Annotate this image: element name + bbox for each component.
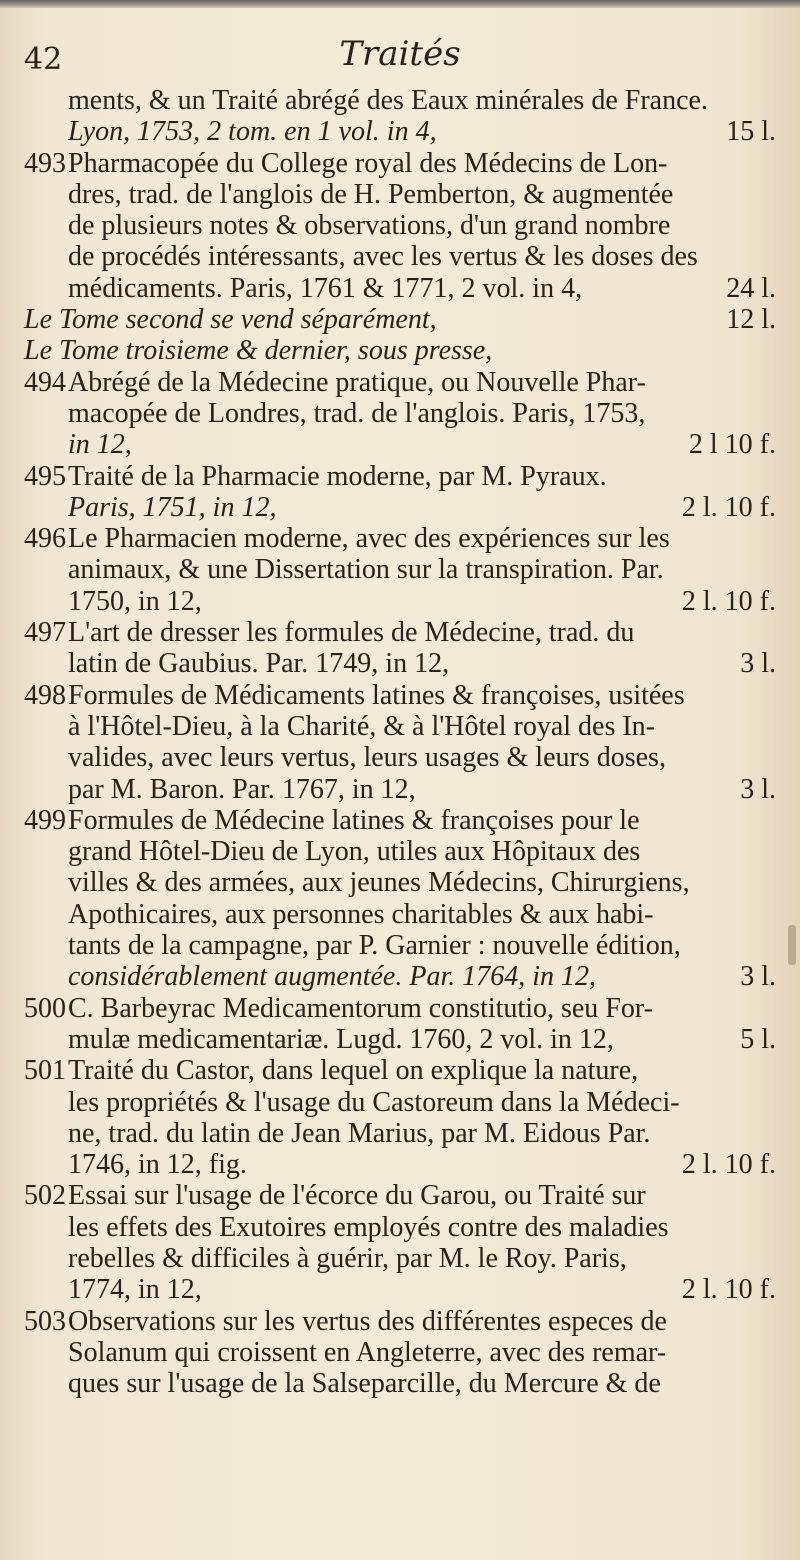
entry-line [24, 774, 776, 805]
entry-line [24, 398, 776, 429]
entry-text: Traité de la Pharmacie moderne, par M. Pyraux. [68, 460, 607, 492]
entry-text: de procédés intéressants, avec les vertus & les doses des [68, 241, 698, 273]
entry-price: 2 l. 10 f. [681, 585, 776, 617]
entry-first-line [24, 680, 776, 711]
entry-number: 498 [24, 679, 66, 711]
entry-text: tants de la campagne, par P. Garnier : nouvelle édition, [68, 930, 681, 962]
entry-price: 2 l. 10 f. [681, 1149, 776, 1181]
entry-text: Le Tome second se vend séparément, [24, 304, 437, 336]
entry-line [24, 867, 776, 898]
entry-line [24, 1087, 776, 1118]
entry-price: 3 l. [740, 648, 776, 680]
entry-first-line [24, 1306, 776, 1337]
entry-price: 12 l. [726, 304, 776, 336]
entry-first-line [24, 148, 776, 179]
entry-number: 495 [24, 460, 66, 492]
entry-text: Formules de Médecine latines & françoises pour le [68, 804, 640, 836]
entry-number: 503 [24, 1305, 66, 1337]
entry-text: Traité du Castor, dans lequel on explique la nature, [68, 1055, 639, 1087]
entry-text: latin de Gaubius. Par. 1749, in 12, [68, 648, 450, 680]
entry-text: ments, & un Traité abrégé des Eaux minérales de France. [68, 85, 708, 116]
entry-line [24, 836, 776, 867]
entry-text: rebelles & difficiles à guérir, par M. le Roy. Paris, [68, 1242, 627, 1274]
entry-line [24, 648, 776, 679]
entry-text: mulæ medicamentariæ. Lugd. 1760, 2 vol. in 12, [68, 1023, 614, 1055]
entry-line [24, 492, 776, 523]
entry-price: 2 l. 10 f. [681, 491, 776, 523]
entry-text: dres, trad. de l'anglois de H. Pemberton, & augmentée [68, 178, 674, 210]
entry-number: 500 [24, 992, 66, 1024]
entry-text: Abrégé de la Médecine pratique, ou Nouvelle Phar- [68, 366, 646, 398]
entry-text: médicaments. Paris, 1761 & 1771, 2 vol. in 4, [68, 272, 583, 304]
entry-first-line [24, 1180, 776, 1211]
entry-first-line [24, 993, 776, 1024]
entry-text: Solanum qui croissent en Angleterre, avec des remar- [68, 1336, 667, 1368]
entry-text: à l'Hôtel-Dieu, à la Charité, & à l'Hôtel royal des In- [68, 710, 656, 742]
entry-line [24, 961, 776, 992]
entry-text: les effets des Exutoires employés contre des maladies [68, 1211, 669, 1243]
entry-text: Essai sur l'usage de l'écorce du Garou, ou Traité sur [68, 1180, 646, 1212]
entry-number: 499 [24, 804, 66, 836]
entry-text: considérablement augmentée. Par. 1764, in 12, [68, 961, 597, 993]
entry-first-line [24, 617, 776, 648]
entry-price: 3 l. [740, 961, 776, 993]
entry-line [24, 1212, 776, 1243]
entry-text: 1750, in 12, [68, 585, 202, 617]
entry-number: 497 [24, 617, 66, 649]
entry-text: Observations sur les vertus des différentes especes de [68, 1305, 667, 1337]
page-top-edge [0, 0, 800, 8]
entry-text: Le Pharmacien moderne, avec des expériences sur les [68, 523, 670, 555]
entry-line [24, 304, 776, 335]
entry-text: 1746, in 12, fig. [68, 1149, 247, 1181]
entry-text: grand Hôtel-Dieu de Lyon, utiles aux Hôpitaux des [68, 836, 641, 868]
page-header [0, 34, 800, 84]
entry-line [24, 899, 776, 930]
entry-first-line [24, 1055, 776, 1086]
page-number: 42 [24, 42, 63, 77]
entry-line [24, 1274, 776, 1305]
entry-text: 1774, in 12, [68, 1274, 202, 1306]
entry-price: 24 l. [726, 272, 776, 304]
entry-text: les propriétés & l'usage du Castoreum dans la Médeci- [68, 1086, 680, 1118]
entry-price: 15 l. [726, 116, 776, 148]
entry-text: C. Barbeyrac Medicamentorum constitutio, seu For- [68, 992, 653, 1024]
entry-first-line [24, 461, 776, 492]
entry-text: valides, avec leurs vertus, leurs usages & leurs doses, [68, 742, 666, 774]
entry-text: ques sur l'usage de la Salseparcille, du Mercure & de [68, 1368, 661, 1400]
entry-line [24, 429, 776, 460]
entry-line [24, 1149, 776, 1180]
entry-text: Paris, 1751, in 12, [68, 491, 277, 523]
entry-line [24, 1118, 776, 1149]
entry-line [24, 241, 776, 272]
entry-text: in 12, [68, 429, 132, 461]
entry-line [24, 85, 776, 116]
entry-price: 2 l 10 f. [688, 429, 776, 461]
entry-first-line [24, 523, 776, 554]
entry-line [24, 1243, 776, 1274]
entry-price: 5 l. [740, 1023, 776, 1055]
entry-number: 501 [24, 1055, 66, 1087]
entry-line [24, 554, 776, 585]
entry-line [24, 1368, 776, 1399]
entry-line [24, 711, 776, 742]
running-title: Traités [339, 34, 461, 74]
entry-text: de plusieurs notes & observations, d'un grand nombre [68, 210, 671, 242]
entry-first-line [24, 805, 776, 836]
entry-text: ne, trad. du latin de Jean Marius, par M. Eidous Par. [68, 1117, 651, 1149]
entry-line [24, 335, 776, 366]
margin-tab [788, 925, 796, 965]
entry-line [24, 742, 776, 773]
entry-text: L'art de dresser les formules de Médecine, trad. du [68, 617, 635, 649]
entry-text: Le Tome troisieme & dernier, sous presse, [24, 335, 493, 367]
entry-line [24, 930, 776, 961]
entry-text: animaux, & une Dissertation sur la transpiration. Par. [68, 554, 664, 586]
entry-line [24, 1337, 776, 1368]
entry-text: par M. Baron. Par. 1767, in 12, [68, 773, 416, 805]
entry-line [24, 586, 776, 617]
entry-first-line [24, 367, 776, 398]
entry-text: macopée de Londres, trad. de l'anglois. Paris, 1753, [68, 397, 646, 429]
entry-line [24, 273, 776, 304]
entry-text: Lyon, 1753, 2 tom. en 1 vol. in 4, [68, 116, 437, 148]
entry-number: 494 [24, 366, 66, 398]
entry-line [24, 116, 776, 147]
entry-text: villes & des armées, aux jeunes Médecins, Chirurgiens, [68, 867, 690, 899]
entry-price: 3 l. [740, 773, 776, 805]
entry-line [24, 210, 776, 241]
entry-number: 502 [24, 1180, 66, 1212]
entry-number: 493 [24, 147, 66, 179]
entry-text: Apothicaires, aux personnes charitables & aux habi- [68, 898, 654, 930]
catalog-entries [24, 85, 776, 1399]
entry-number: 496 [24, 523, 66, 555]
entry-line [24, 1024, 776, 1055]
entry-price: 2 l. 10 f. [681, 1274, 776, 1306]
entry-text: Formules de Médicaments latines & françoises, usitées [68, 679, 685, 711]
entry-text: Pharmacopée du College royal des Médecins de Lon- [68, 147, 668, 179]
entry-line [24, 179, 776, 210]
